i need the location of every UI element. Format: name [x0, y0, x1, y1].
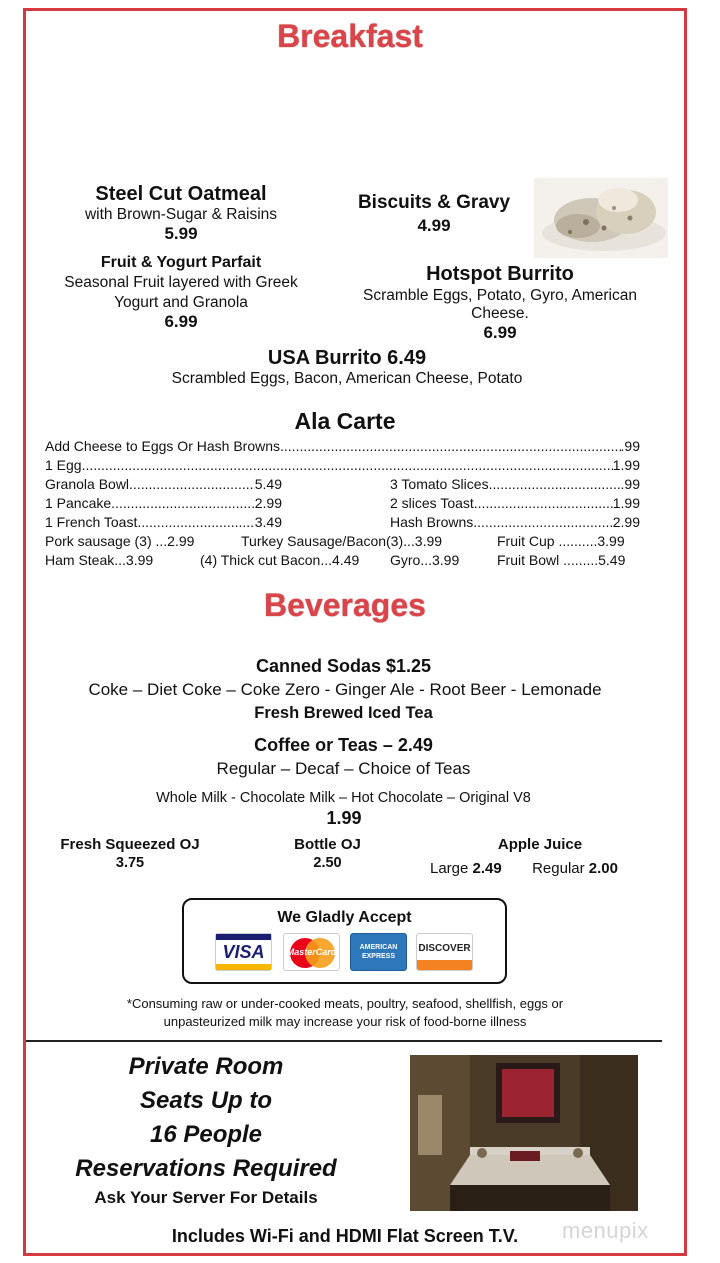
size-price: 2.00: [588, 860, 618, 877]
payment-title: We Gladly Accept: [277, 909, 412, 926]
discover-card-icon: [416, 933, 473, 971]
menu-item-parfait: [40, 254, 322, 332]
ala-label: Granola Bowl: [45, 476, 130, 492]
menu-item-biscuits-gravy: [340, 192, 528, 236]
ala-price: 1.99: [612, 495, 640, 511]
ala-row-sausage: [45, 533, 640, 551]
amex-card-icon: [350, 933, 407, 971]
ala-item-hash-browns: [390, 514, 640, 530]
ala-carte-heading: Ala Carte: [294, 408, 396, 434]
food-safety-warning: [60, 995, 630, 1031]
private-room-line-1: Private Room: [128, 1053, 284, 1080]
ala-price: 1.99: [612, 457, 640, 473]
ala-item-french-toast: [45, 514, 282, 530]
ala-price: 5.49: [254, 476, 282, 492]
ala-label: 1 Egg: [45, 457, 82, 473]
item-price: 2.50: [313, 855, 342, 871]
private-room-line-2: Seats Up to: [139, 1087, 273, 1114]
milk-list: Whole Milk - Chocolate Milk – Hot Chocolate – Original V8: [156, 790, 531, 806]
ala-label: 2 slices Toast: [390, 495, 474, 511]
biscuits-gravy-photo: [534, 178, 668, 258]
ala-price: .99: [620, 438, 640, 454]
ala-price: .99: [620, 476, 640, 492]
breakfast-heading: Breakfast: [277, 18, 423, 54]
item-desc-2: Yogurt and Granola: [114, 294, 248, 311]
ala-price: 3.49: [254, 514, 282, 530]
ala-price: 2.99: [254, 495, 282, 511]
item-name: Bottle OJ: [294, 836, 361, 853]
visa-card-icon: [215, 933, 272, 971]
beverages-heading: Beverages: [264, 587, 426, 623]
ala-item-tomato: [390, 476, 640, 492]
size-label: Regular: [532, 860, 585, 877]
milk-price: 1.99: [326, 808, 362, 828]
warning-line-1: *Consuming raw or under-cooked meats, poultry, seafood, shellfish, eggs or: [126, 996, 564, 1011]
private-room-details: Ask Your Server For Details: [94, 1188, 318, 1207]
ala-row-french-hash: [45, 514, 640, 532]
ala-row-pancake-toast: [45, 495, 640, 513]
ala-label: 3 Tomato Slices: [390, 476, 489, 492]
canned-sodas-list: Coke – Diet Coke – Coke Zero - Ginger Ale - Root Beer - Lemonade: [88, 680, 602, 699]
item-name: Steel Cut Oatmeal: [95, 183, 267, 205]
ala-item-turkey-sausage: Turkey Sausage/Bacon(3)...3.99: [241, 533, 443, 549]
ala-label: Hash Browns: [390, 514, 474, 530]
item-name: Fruit & Yogurt Parfait: [100, 254, 262, 271]
item-price: 3.75: [115, 855, 145, 871]
apple-juice-sizes: [430, 860, 655, 877]
canned-sodas-title: Canned Sodas $1.25: [255, 656, 432, 676]
ala-item-fruit-cup: Fruit Cup ..........3.99: [497, 533, 625, 549]
ala-item-toast: [390, 495, 640, 511]
menu-item-steel-cut-oatmeal: [40, 183, 322, 244]
amenities-footer: Includes Wi-Fi and HDMI Flat Screen T.V.: [171, 1226, 519, 1246]
private-room-text: [40, 1050, 372, 1208]
ala-label: 1 Pancake: [45, 495, 112, 511]
size-label: Large: [430, 860, 469, 877]
item-desc: with Brown-Sugar & Raisins: [84, 206, 278, 223]
item-desc-1: Seasonal Fruit layered with Greek: [64, 274, 298, 291]
ala-item-pork-sausage: Pork sausage (3) ...2.99: [45, 533, 195, 549]
visa-label: VISA: [222, 941, 265, 962]
private-room-line-3: 16 People: [149, 1121, 263, 1148]
item-name: Fresh Squeezed OJ: [60, 836, 200, 853]
iced-tea: Fresh Brewed Iced Tea: [254, 704, 433, 722]
fresh-oj: [40, 836, 220, 871]
menu-item-usa-burrito: [100, 347, 594, 388]
item-price: 6.99: [483, 323, 517, 342]
item-desc: Scrambled Eggs, Bacon, American Cheese, Potato: [171, 370, 523, 387]
amex-label: AMERICAN EXPRESS: [359, 944, 398, 960]
item-name-price: USA Burrito 6.49: [267, 347, 427, 369]
ala-label: Add Cheese to Eggs Or Hash Browns: [45, 438, 281, 454]
ala-row-one-egg: [45, 457, 640, 475]
ala-row-ham: [45, 552, 640, 570]
size-price: 2.49: [472, 860, 502, 877]
ala-label: 1 French Toast: [45, 514, 138, 530]
item-price: 5.99: [164, 224, 198, 243]
ala-item-gyro: Gyro...3.99: [390, 552, 460, 568]
mastercard-label: MasterCard: [286, 947, 337, 957]
private-room-line-4: Reservations Required: [75, 1155, 337, 1182]
menupix-watermark: menupix: [562, 1218, 649, 1243]
ala-item-fruit-bowl: Fruit Bowl .........5.49: [497, 552, 626, 568]
menu-item-hotspot-burrito: [342, 263, 658, 343]
bottle-oj: [265, 836, 390, 871]
item-name: Hotspot Burrito: [426, 263, 574, 285]
apple-juice: [430, 836, 655, 877]
item-desc-2: Cheese.: [471, 305, 529, 322]
ala-price: 2.99: [612, 514, 640, 530]
ala-item-pancake: [45, 495, 282, 511]
warning-line-2: unpasteurized milk may increase your risk of food-borne illness: [163, 1014, 527, 1029]
section-divider: [26, 1040, 662, 1042]
mastercard-icon: [283, 933, 340, 971]
item-price: 4.99: [417, 216, 451, 235]
ala-item-ham-steak: Ham Steak...3.99: [45, 552, 154, 568]
item-name: Apple Juice: [497, 836, 583, 853]
item-name: Biscuits & Gravy: [357, 192, 511, 213]
coffee-teas-title: Coffee or Teas – 2.49: [254, 735, 433, 755]
ala-row-add-cheese: [45, 438, 640, 456]
private-room-photo: [410, 1055, 638, 1211]
discover-label: DISCOVER: [418, 942, 471, 954]
ala-item-thick-bacon: (4) Thick cut Bacon...4.49: [200, 552, 360, 568]
ala-row-granola-tomato: [45, 476, 640, 494]
item-price: 6.99: [164, 312, 198, 331]
coffee-teas-list: Regular – Decaf – Choice of Teas: [216, 759, 471, 778]
item-desc-1: Scramble Eggs, Potato, Gyro, American: [363, 287, 637, 304]
ala-item-granola: [45, 476, 282, 492]
